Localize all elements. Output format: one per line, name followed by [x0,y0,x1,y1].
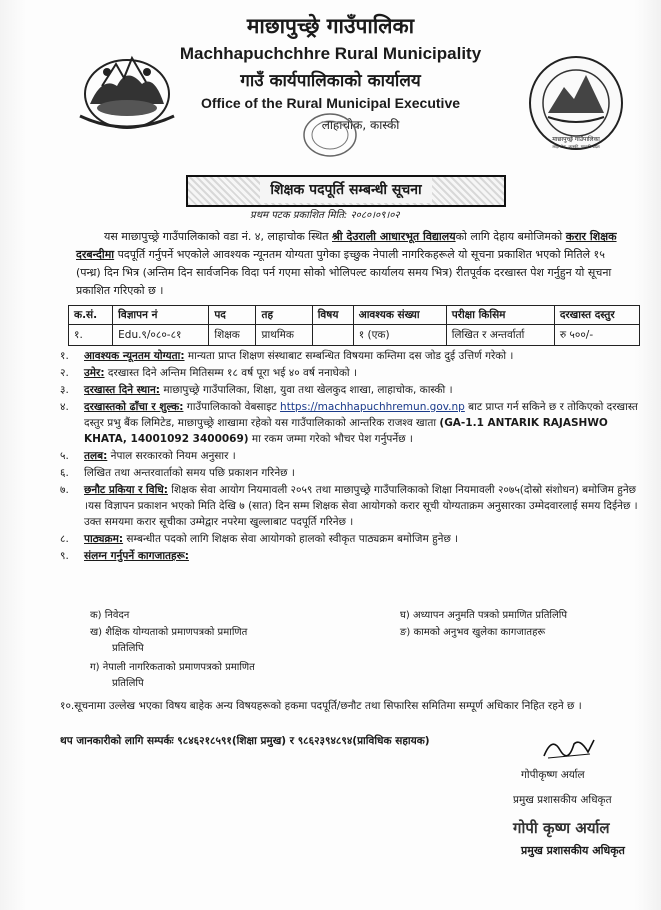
item-text: नेपाल सरकारको नियम अनुसार । [107,450,236,462]
item-label: तलब: [84,450,108,462]
item-text: दरखास्त दिने अन्तिम मितिसम्म १८ वर्ष पूरा भई ४० वर्ष ननाघेको । [104,367,357,379]
table-header: क.सं. [69,306,113,325]
item-text: बाट प्राप्त गर्न सकिने छ र तोकिएको दरखास्त दस्तुर प्रभु बैंक लिमिटेड, माछापुच्छ्रे शाखामा रहेको यस गाउँपालिकाको आन्तरिक राजश्व खाता [84,401,638,429]
list-item [60,482,640,530]
doc-item: क) निवेदन [90,610,130,621]
table-cell [312,325,353,346]
table-row [69,325,640,346]
list-item [60,399,640,447]
item-label: पाठ्यक्रम: [84,533,124,545]
intro-paragraph [76,228,621,300]
title-stamp: प्रमुख प्रशासकीय अधिकृत [521,844,625,857]
item-text: मान्यता प्राप्त शिक्षण संस्थाबाट सम्बन्धित विषयमा कम्तिमा दस जोड दुई उत्तिर्ण गरेको । [184,350,514,362]
table-cell: प्राथमिक [256,325,312,346]
seal-subtext: लाहाचोक, कास्की, गण्डकी प्रदेश [552,144,600,149]
item-label: आवश्यक न्यूनतम योग्यता: [84,350,185,362]
post-type: करार शिक्षक दरबन्दीमा [76,230,617,261]
office-location: लाहाचोक, कास्की [321,118,400,132]
item-number: १. [60,350,69,362]
item-10-block [60,698,640,714]
list-item [60,365,640,381]
signature-icon [538,732,598,762]
item-10: १०.सूचनामा उल्लेख भएका विषय बाहेक अन्य विषयहरूको हकमा पदपूर्ति/छनौट तथा सिफारिस समितिमा सम्पूर्ण अधिकार निहित रहने छ । [60,700,582,712]
doc-item: प्रतिलिपि [112,678,144,689]
conditions-list [60,348,640,565]
intro-text-3: पदपूर्ति गर्नुपर्ने भएकोले आवश्यक न्यूनतम योग्यता पुगेका इच्छुक नेपाली नागरिकहरूले यो सूचना प्रकाशित भएको मितिले १५ (पन्ध्र) दिन भित्र (अन्तिम दिन सार्वजनिक विदा पर्न गएमा सोको भोलिपल्ट कार्यालय समय भित्र) रीतपूर्वक दरखास्त पेश गर्नुहुन यो सूचना प्रकाशित गरिएको छ । [76,248,612,297]
table-header: विज्ञापन नं [113,306,209,325]
item-text: गाउँपालिकाको वेबसाइट [183,401,281,413]
vacancy-table [68,305,640,346]
list-item [60,548,640,564]
office-name-nepali: गाउँ कार्यपालिकाको कार्यालय [240,71,421,91]
item-text: मा रकम जम्मा गरेको भौचर पेश गर्नुपर्नेछ । [248,433,413,445]
notice-title-box [186,175,506,207]
website-link[interactable]: https://machhapuchhremun.gov.np [280,401,465,413]
item-number: ८. [60,533,69,545]
doc-item: घ) अध्यापन अनुमति पत्रको प्रमाणित प्रतिलिपि [400,610,568,621]
item-text: सम्बन्धीत पदको लागि शिक्षक सेवा आयोगको हालको स्वीकृत पाठ्यक्रम बमोजिम हुनेछ । [123,533,459,545]
table-cell: लिखित र अन्तर्वार्ता [446,325,554,346]
item-text: लिखित तथा अन्तरवार्ताको समय पछि प्रकाशन गरिनेछ । [84,467,295,479]
table-header: दरखास्त दस्तुर [554,306,639,325]
list-item [60,448,640,464]
municipality-name-english: Machhapuchchhre Rural Municipality [179,44,482,63]
signatory-name: गोपीकृष्ण अर्याल [521,769,585,781]
name-stamp: गोपी कृष्ण अर्याल [513,819,610,837]
item-text: माछापुच्छ्रे गाउँपालिका, शिक्षा, युवा तथा खेलकुद शाखा, लाहाचोक, कास्की । [160,384,453,396]
list-item [60,465,640,481]
list-item [60,348,640,364]
item-label: दरखास्तको ढाँचा र शुल्क: [84,401,184,413]
documents-list [82,608,642,698]
list-item [60,531,640,547]
account-number: (GA-1.1 ANTARIK RAJASHWO KHATA, 14001092 3400069) [84,417,608,445]
doc-item: प्रतिलिपि [112,643,144,654]
table-header: पद [209,306,256,325]
list-item [60,382,640,398]
item-label: दरखास्त दिने स्थान: [84,384,161,396]
school-name: श्री देउराली आधारभूत विद्यालय [332,230,456,243]
contact-line: थप जानकारीको लागि सम्पर्कः ९८४६२१८५९१(शिक्षा प्रमुख) र ९८६२३९४८९४(प्राविधिक सहायक) [60,735,430,747]
item-number: ७. [60,484,69,496]
doc-item: ख) शैक्षिक योग्यताको प्रमाणपत्रको प्रमाणित [90,627,248,638]
table-header: तह [256,306,312,325]
doc-item: ङ) कामको अनुभव खुलेका कागजातहरू [400,627,546,638]
table-cell: १. [69,325,113,346]
item-label: छनौट प्रकिया र विधि: [84,484,168,496]
table-header: परीक्षा किसिम [446,306,554,325]
publish-date: प्रथम पटक प्रकाशित मिति: २०८०।०९।०२ [250,210,400,221]
item-label: संलग्न गर्नुपर्ने कागजातहरू: [84,550,189,562]
signatory-title: प्रमुख प्रशासकीय अधिकृत [513,794,612,806]
notice-title: शिक्षक पदपूर्ति सम्बन्धी सूचना [260,177,431,203]
table-cell: शिक्षक [209,325,256,346]
seal-text: माछापुच्छ्रे गाउँपालिका [552,136,600,143]
table-header-row [69,306,640,325]
item-number: ४. [60,401,69,413]
item-text: शिक्षक सेवा आयोग नियमावली २०५९ तथा माछापुच्छ्रे गाउँपालिकाको शिक्षा नियमावली २०७५(दोस्रो संशोधन) बमोजिम हुनेछ ।यस विज्ञापन प्रकाशन भएको मिति देखि ७ (सात) दिन सम्म शिक्षक सेवा आयोगको करार सूची योग्यताक्रम अनुसारका उम्मेदवारलाई समय दिईनेछ । उक्त समयमा करार सूचीका उम्मेद्वार नपरेमा खुल्लाबाट पदपूर्ति गरिनेछ । [84,484,638,528]
office-name-english: Office of the Rural Municipal Executive [200,95,461,111]
table-cell: १ (एक) [353,325,446,346]
item-number: ५. [60,450,69,462]
municipality-name-nepali: माछापुच्छ्रे गाउँपालिका [246,14,415,38]
item-number: ३. [60,384,69,396]
table-cell: Edu.९/०८०-८१ [113,325,209,346]
table-header: आवश्यक संख्या [353,306,446,325]
table-cell: रु ५००/- [554,325,639,346]
intro-text-2: को लागि देहाय बमोजिमको [455,230,566,243]
table-header: विषय [312,306,353,325]
office-stamp-icon [300,110,360,160]
item-number: ९. [60,550,69,562]
intro-text-1: यस माछापुच्छ्रे गाउँपालिकाको वडा नं. ४, लाहाचोक स्थित [104,230,333,243]
doc-item: ग) नेपाली नागरिकताको प्रमाणपत्रको प्रमाणित [90,662,255,673]
item-number: ६. [60,467,69,479]
item-label: उमेर: [84,367,105,379]
item-number: २. [60,367,69,379]
